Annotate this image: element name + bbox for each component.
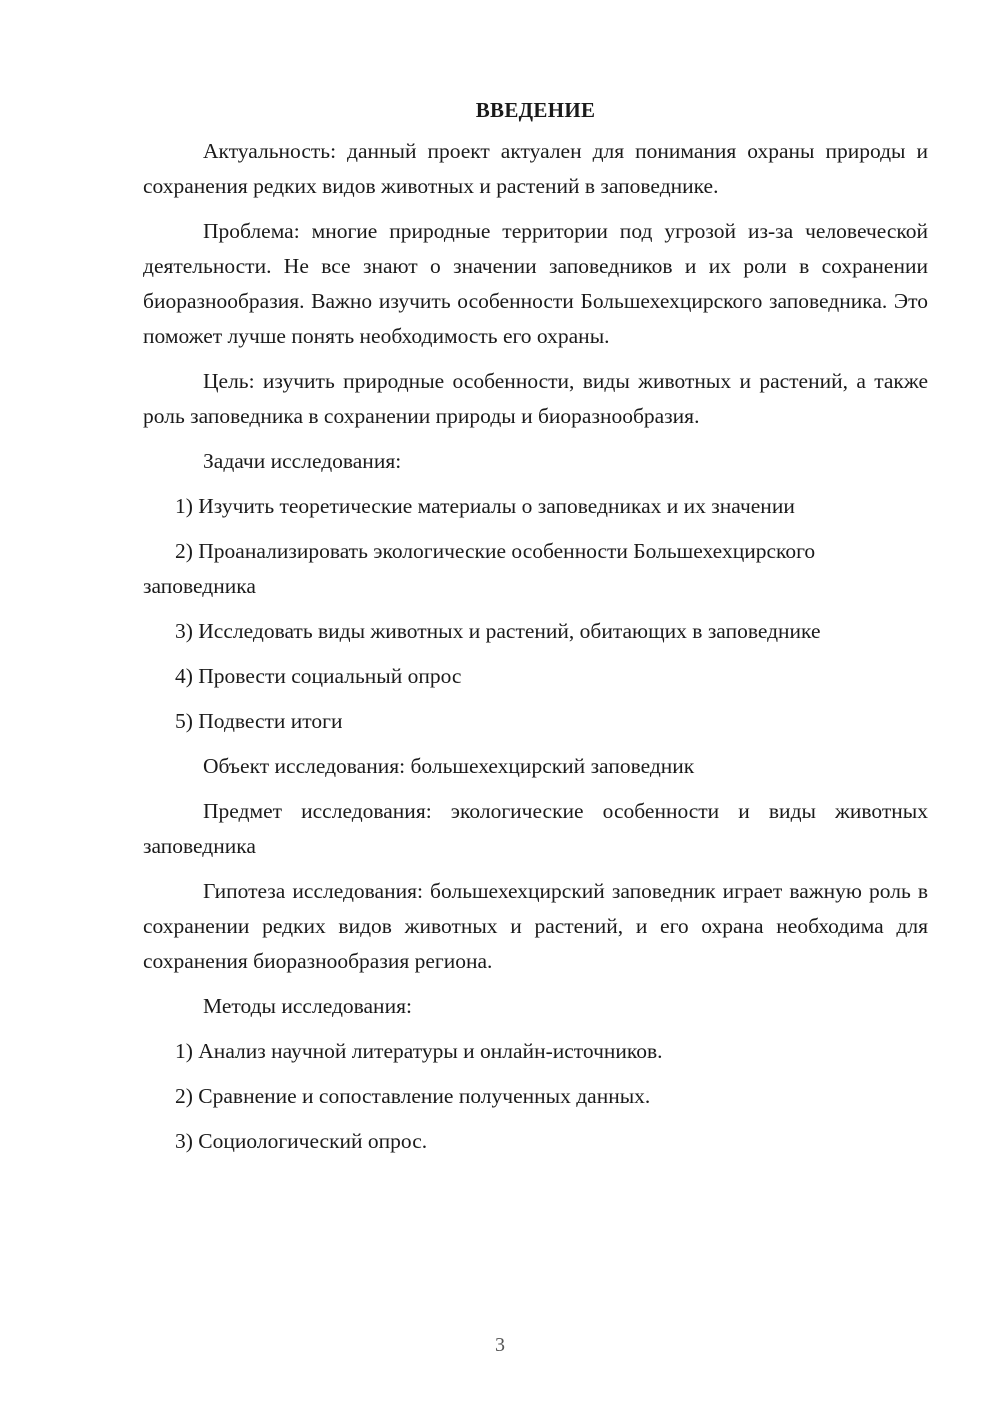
hypothesis-paragraph: Гипотеза исследования: большехехцирский заповедник играет важную роль в сохранении редких видов животных и растений, и его охрана необходима для сохранения биоразнообразия региона. xyxy=(143,879,928,973)
problem-paragraph: Проблема: многие природные территории под угрозой из-за человеческой деятельности. Не все знают о значении заповедников и их роли в сохранении биоразнообразия. Важно изучить особенности Большехехцирского заповедника. Это поможет лучше понять необходимость его охраны. xyxy=(143,219,928,348)
task-item: 5) Подвести итоги xyxy=(175,709,343,733)
task-item: 4) Провести социальный опрос xyxy=(175,664,462,688)
method-item: 3) Социологический опрос. xyxy=(175,1129,428,1153)
task-item: 1) Изучить теоретические материалы о заповедниках и их значении xyxy=(175,494,795,518)
methods-heading: Методы исследования: xyxy=(203,994,412,1018)
task-item: 2) Проанализировать экологические особенности Большехехцирского заповедника xyxy=(143,539,816,598)
object-paragraph: Объект исследования: большехехцирский заповедник xyxy=(203,754,695,778)
section-title: ВВЕДЕНИЕ xyxy=(475,98,596,122)
task-item: 3) Исследовать виды животных и растений, обитающих в заповеднике xyxy=(175,619,821,643)
page-number: 3 xyxy=(495,1334,505,1356)
goal-paragraph: Цель: изучить природные особенности, виды животных и растений, а также роль заповедника в сохранении природы и биоразнообразия. xyxy=(143,369,928,428)
method-item: 1) Анализ научной литературы и онлайн-источников. xyxy=(175,1039,663,1063)
method-item: 2) Сравнение и сопоставление полученных данных. xyxy=(175,1084,651,1108)
relevance-paragraph: Актуальность: данный проект актуален для понимания охраны природы и сохранения редких видов животных и растений в заповеднике. xyxy=(143,139,928,198)
subject-paragraph: Предмет исследования: экологические особенности и виды животных заповедника xyxy=(143,799,928,858)
document-page xyxy=(143,96,928,1169)
tasks-heading: Задачи исследования: xyxy=(203,449,402,473)
